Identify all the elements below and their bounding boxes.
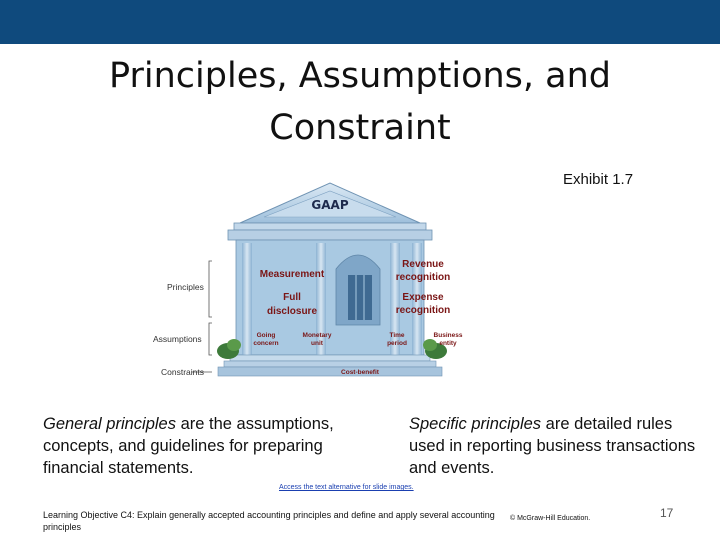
specific-principles-definition: are detailed rules used in reporting business transactions and events. — [409, 414, 696, 477]
text-alternative-link[interactable]: Access the text alternative for slide images. — [279, 484, 414, 491]
business-entity-label-2: entity — [439, 340, 457, 347]
revenue-recognition-label-1: Revenue — [402, 259, 444, 270]
label-assumptions: Assumptions — [153, 334, 202, 344]
monetary-unit-label-1: Monetary — [302, 332, 332, 339]
specific-principles-term: Specific principles — [409, 414, 542, 433]
slide-title-line-2: Constraint — [269, 108, 451, 148]
expense-recognition-label-2: recognition — [395, 305, 451, 316]
roof-gaap-label: GAAP — [311, 198, 349, 212]
gaap-building-figure — [150, 165, 510, 385]
time-period-label-1: Time — [389, 332, 405, 339]
exhibit-label: Exhibit 1.7 — [563, 171, 634, 188]
building-roof — [228, 183, 432, 240]
going-concern-label-2: concern — [253, 340, 279, 347]
page-number: 17 — [660, 506, 674, 520]
side-labels — [153, 261, 212, 377]
business-entity-label-1: Business — [433, 332, 463, 339]
label-constraints: Constraints — [161, 367, 204, 377]
measurement-label: Measurement — [259, 269, 325, 280]
full-disclosure-label-1: Full — [283, 292, 301, 303]
monetary-unit-label-2: unit — [311, 340, 323, 347]
expense-recognition-label-1: Expense — [402, 292, 444, 303]
copyright-notice: © McGraw-Hill Education. — [510, 515, 591, 522]
going-concern-label-1: Going — [256, 332, 276, 339]
learning-objective: Learning Objective C4: Explain generally accepted accounting principles and define and apply several accounting principles — [43, 510, 495, 532]
label-principles: Principles — [167, 282, 204, 292]
slide-title-line-1: Principles, Assumptions, and — [109, 56, 611, 96]
general-principles-definition: are the assumptions, concepts, and guidelines for preparing financial statements. — [43, 414, 334, 477]
slide-title — [60, 50, 660, 154]
revenue-recognition-label-2: recognition — [395, 272, 451, 283]
top-banner — [0, 0, 720, 44]
specific-principles-text — [409, 413, 699, 479]
time-period-label-2: period — [387, 340, 407, 347]
general-principles-term: General principles — [43, 414, 176, 433]
full-disclosure-label-2: disclosure — [266, 306, 318, 317]
general-principles-text — [43, 413, 363, 479]
cost-benefit-label: Cost-benefit — [341, 369, 379, 376]
